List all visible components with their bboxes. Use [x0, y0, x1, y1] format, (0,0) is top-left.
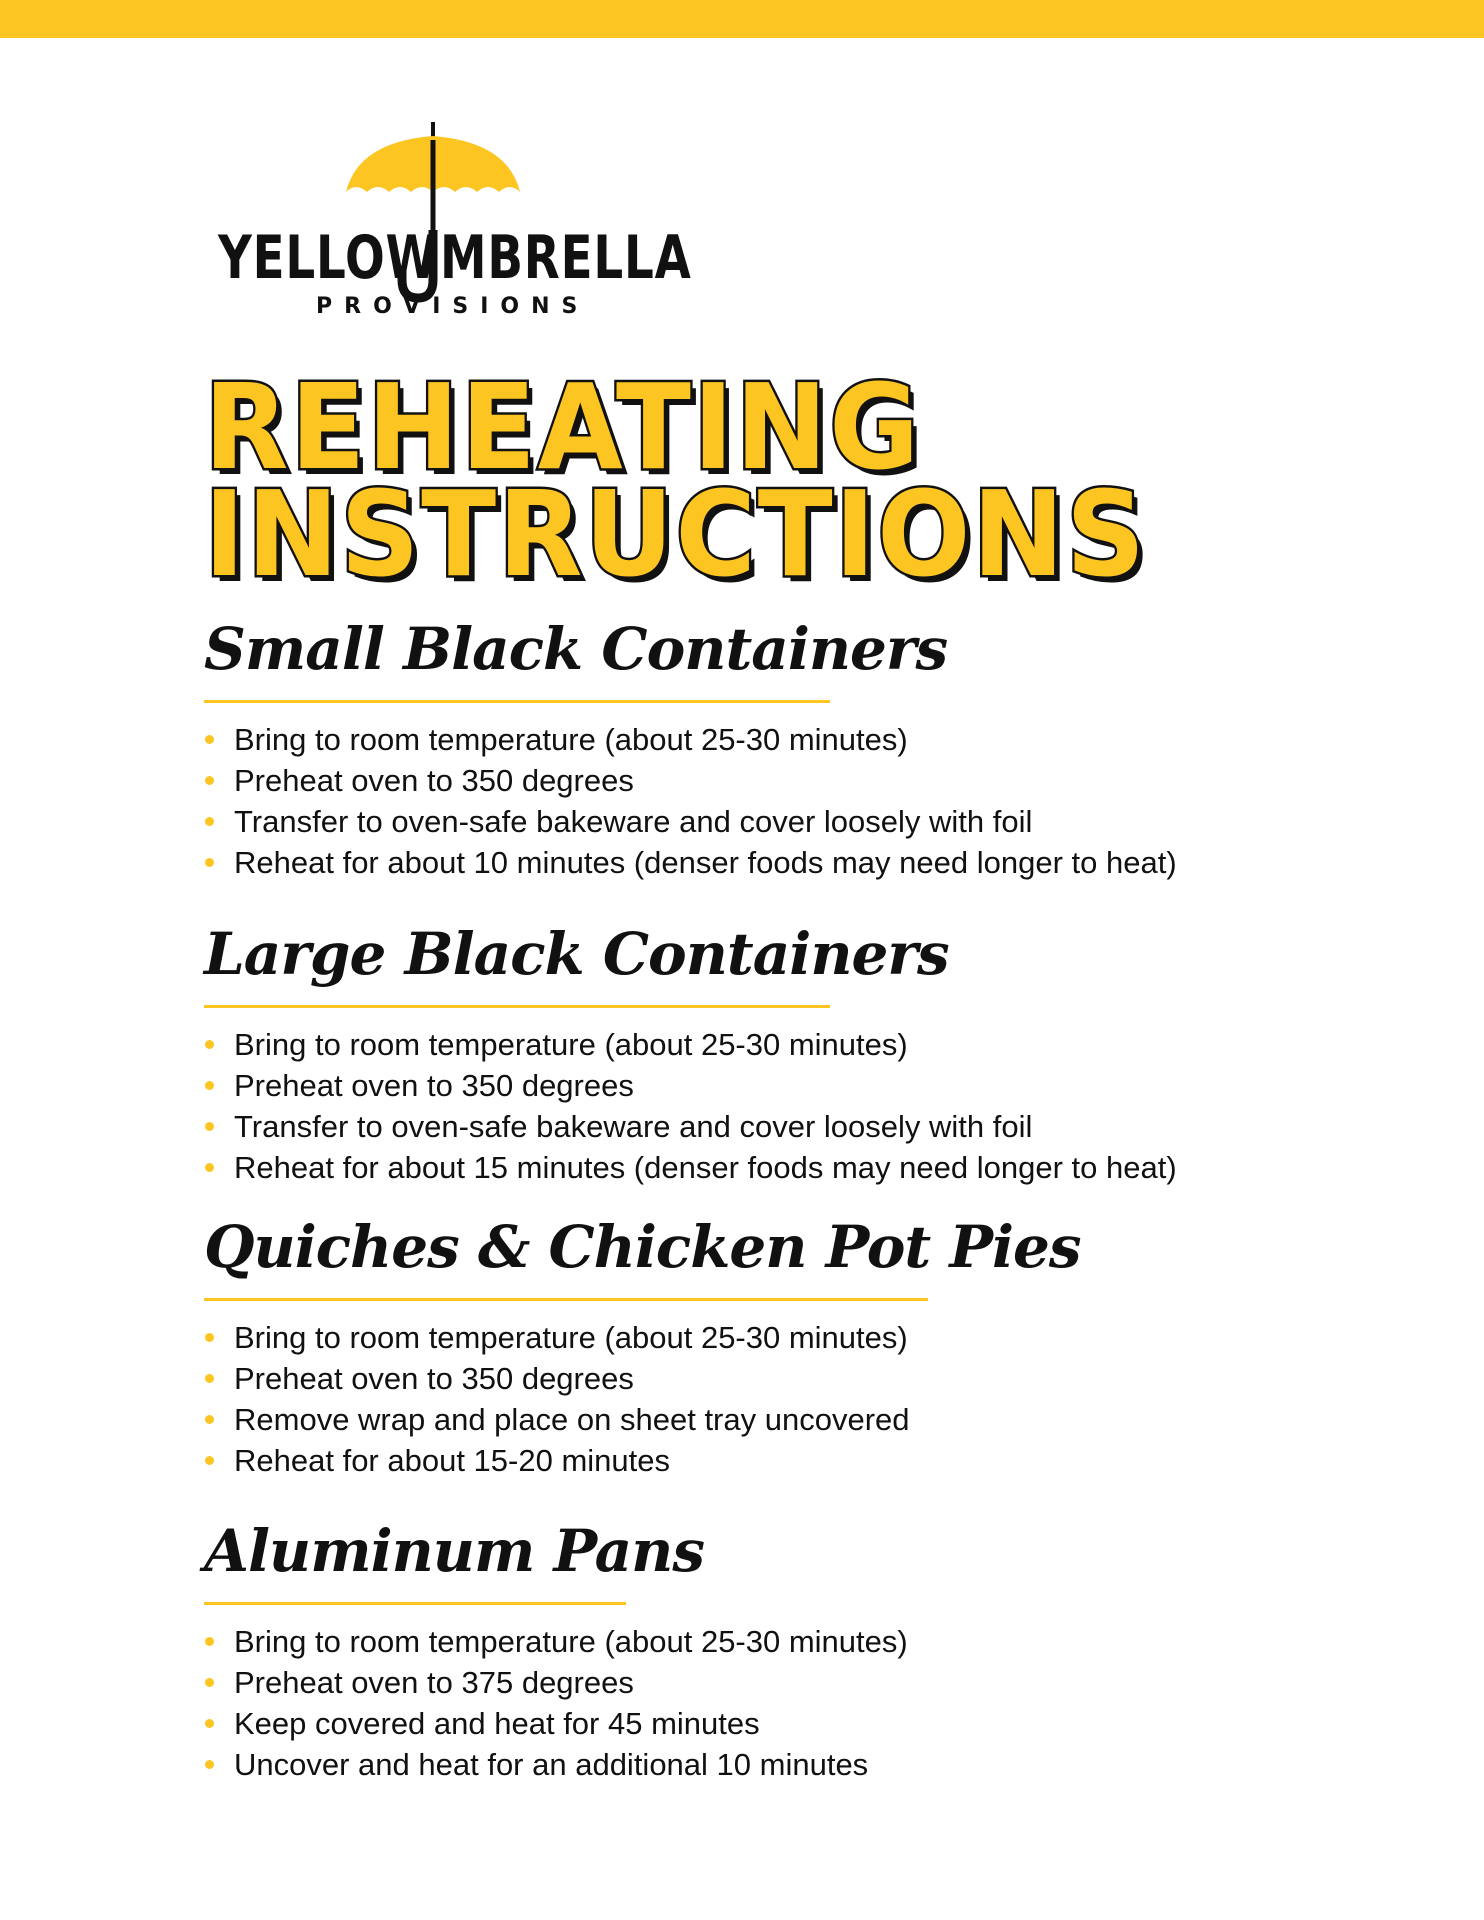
list-item: Preheat oven to 350 degrees — [204, 1065, 1354, 1106]
section-heading: Aluminum Pans — [204, 1517, 704, 1585]
section-divider — [204, 700, 830, 703]
bullet-icon — [205, 1163, 214, 1172]
bullet-icon — [205, 1415, 214, 1424]
section-divider — [204, 1298, 928, 1301]
list-item: Preheat oven to 375 degrees — [204, 1662, 1354, 1703]
brand-tagline: PROVISIONS — [316, 294, 590, 319]
bullet-icon — [205, 1374, 214, 1383]
section-heading: Quiches & Chicken Pot Pies — [204, 1213, 1081, 1281]
bullet-icon — [205, 1040, 214, 1049]
instruction-list — [204, 719, 1354, 883]
list-item: Reheat for about 15-20 minutes — [204, 1440, 1354, 1481]
list-item: Bring to room temperature (about 25-30 minutes) — [204, 1024, 1354, 1065]
list-item: Bring to room temperature (about 25-30 minutes) — [204, 719, 1354, 760]
bullet-icon — [205, 1678, 214, 1687]
section-heading: Small Black Containers — [204, 615, 948, 683]
bullet-icon — [205, 858, 214, 867]
page-title-line2: INSTRUCTIONS — [204, 465, 1147, 603]
bullet-icon — [205, 1760, 214, 1769]
bullet-icon — [205, 776, 214, 785]
list-item: Preheat oven to 350 degrees — [204, 1358, 1354, 1399]
list-item: Bring to room temperature (about 25-30 minutes) — [204, 1621, 1354, 1662]
list-item: Keep covered and heat for 45 minutes — [204, 1703, 1354, 1744]
brand-name-right: MBRELLA — [440, 223, 692, 293]
section-divider — [204, 1005, 830, 1008]
section-quiches-pot-pies — [204, 1213, 1354, 1481]
list-item: Reheat for about 10 minutes (denser foods may need longer to heat) — [204, 842, 1354, 883]
bullet-icon — [205, 735, 214, 744]
section-aluminum-pans — [204, 1517, 1354, 1785]
list-item: Uncover and heat for an additional 10 minutes — [204, 1744, 1354, 1785]
brand-logo — [218, 120, 692, 330]
list-item: Reheat for about 15 minutes (denser foods may need longer to heat) — [204, 1147, 1354, 1188]
list-item: Bring to room temperature (about 25-30 minutes) — [204, 1317, 1354, 1358]
bullet-icon — [205, 1456, 214, 1465]
list-item: Remove wrap and place on sheet tray uncovered — [204, 1399, 1354, 1440]
instruction-list — [204, 1024, 1354, 1188]
bullet-icon — [205, 1719, 214, 1728]
list-item: Transfer to oven-safe bakeware and cover loosely with foil — [204, 801, 1354, 842]
bullet-icon — [205, 1081, 214, 1090]
list-item: Transfer to oven-safe bakeware and cover loosely with foil — [204, 1106, 1354, 1147]
page-title-line1: REHEATING — [204, 358, 922, 496]
bullet-icon — [205, 1122, 214, 1131]
bullet-icon — [205, 817, 214, 826]
list-item: Preheat oven to 350 degrees — [204, 760, 1354, 801]
section-large-black-containers — [204, 920, 1354, 1188]
bullet-icon — [205, 1333, 214, 1342]
bullet-icon — [205, 1637, 214, 1646]
top-accent-bar — [0, 0, 1484, 38]
section-small-black-containers — [204, 615, 1354, 883]
instruction-list — [204, 1621, 1354, 1785]
section-divider — [204, 1602, 626, 1605]
section-heading: Large Black Containers — [204, 920, 949, 988]
brand-name-left: YELLOW — [218, 223, 438, 293]
instruction-list — [204, 1317, 1354, 1481]
